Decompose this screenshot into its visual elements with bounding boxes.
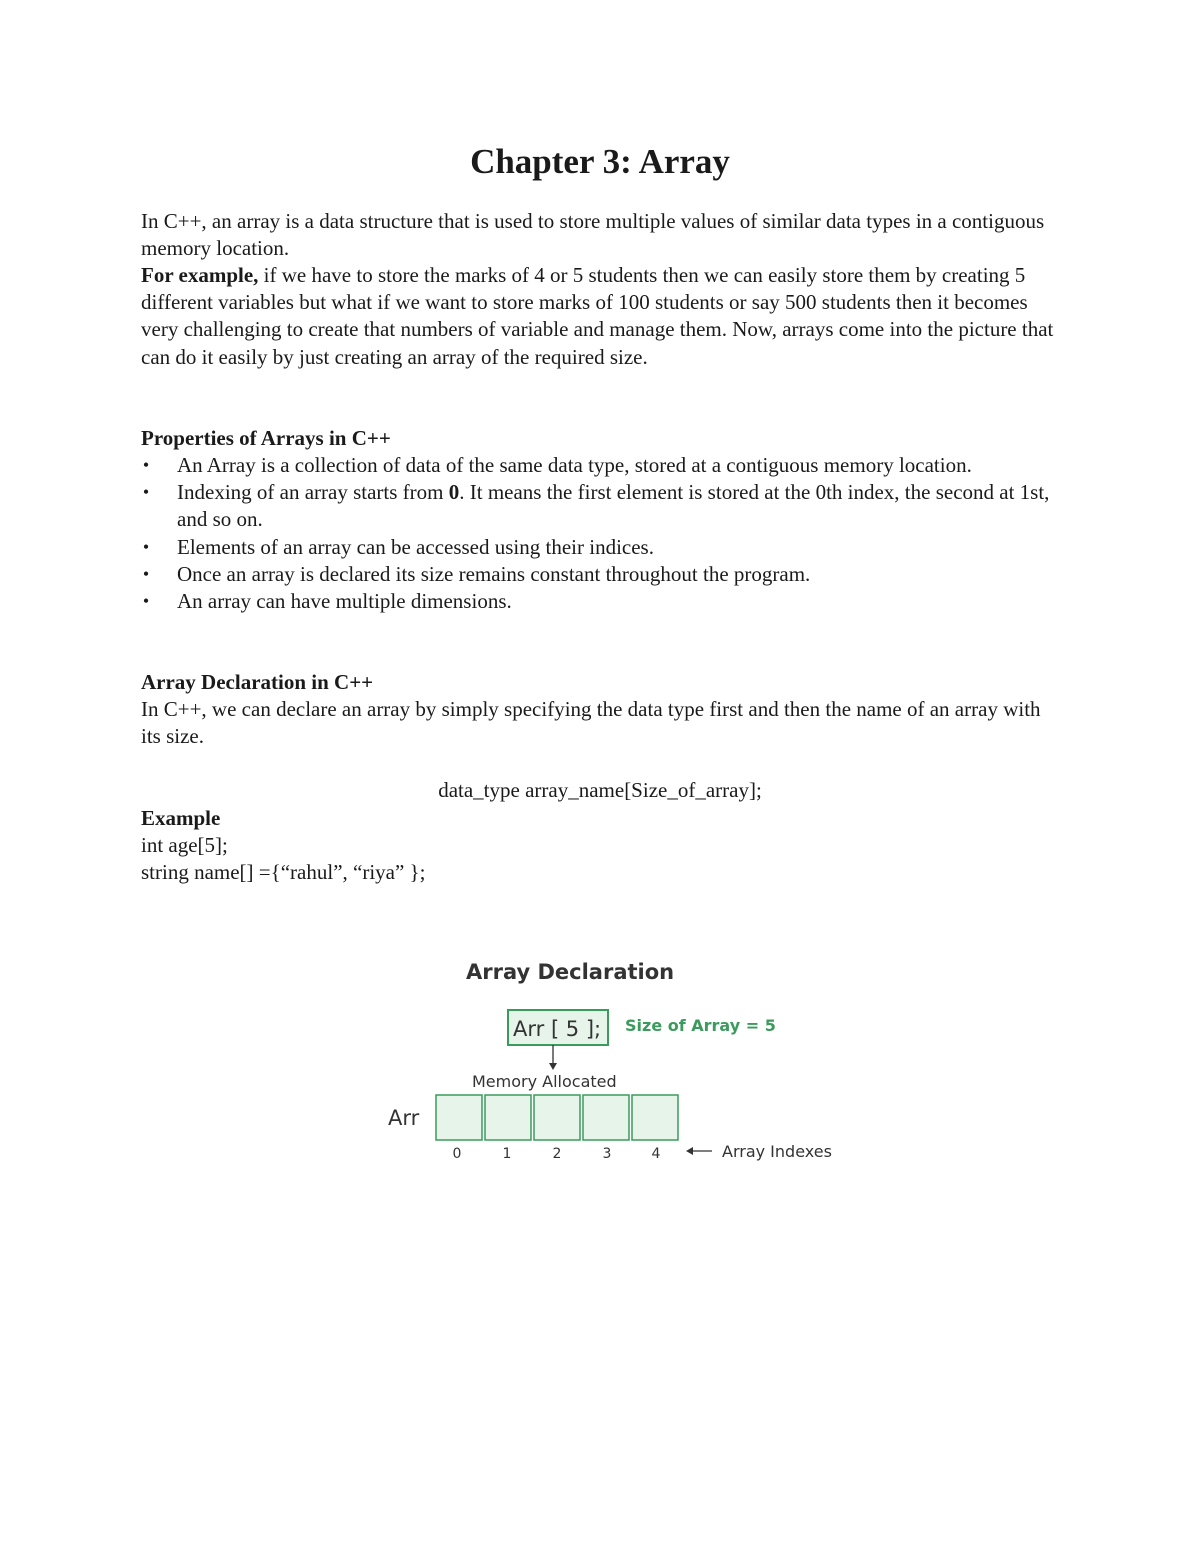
array-cell-4	[632, 1095, 678, 1140]
bullet-icon: •	[142, 455, 150, 475]
example-heading: Example	[141, 806, 221, 830]
properties-list	[141, 452, 1056, 615]
bullet-icon: •	[142, 482, 150, 503]
example-label: For example,	[141, 263, 259, 287]
array-declaration-diagram	[370, 950, 860, 1170]
array-cell-0	[436, 1095, 482, 1140]
array-cell-2	[534, 1095, 580, 1140]
array-indexes-label: Array Indexes	[722, 1142, 832, 1161]
declaration-syntax: data_type array_name[Size_of_array];	[438, 778, 762, 802]
example-code-line-2: string name[] ={“rahul”, “riya” };	[141, 860, 426, 884]
bullet-icon: •	[142, 536, 150, 557]
arrow-left-icon	[686, 1147, 693, 1155]
array-cell-1	[485, 1095, 531, 1140]
chapter-title: Chapter 3: Array	[470, 142, 730, 181]
list-item-text: An Array is a collection of data of the same data type, stored at a contiguous memory location.	[177, 453, 972, 477]
index-label: 4	[651, 1146, 661, 1162]
index-label: 3	[602, 1146, 612, 1162]
declaration-heading: Array Declaration in C++	[141, 670, 374, 694]
index-label: 1	[502, 1146, 512, 1162]
example-paragraph-text: if we have to store the marks of 4 or 5 students then we can easily store them by creating 5 different variables but what if we want to store marks of 100 students or say 500 students then it becomes very challenging to create that numbers of variable and manage them. Now, arrays come into the picture that can do it easily by just creating an array of the required size.	[141, 263, 1054, 369]
bullet-icon: •	[142, 591, 150, 612]
list-item-text-post: . It means the first element is stored at the 0th index, the second at 1st, and so on.	[177, 480, 1050, 532]
list-item	[141, 561, 1056, 588]
list-item-text: Once an array is declared its size remains constant throughout the program.	[177, 561, 811, 586]
arrow-down-icon	[549, 1063, 557, 1070]
array-cells	[436, 1095, 678, 1140]
list-item	[141, 452, 1056, 479]
index-label: 2	[552, 1146, 562, 1162]
size-of-array-label: Size of Array = 5	[625, 1016, 776, 1035]
list-item-text: An array can have multiple dimensions.	[177, 589, 512, 614]
list-item	[141, 588, 1056, 615]
declaration-box-label: Arr [ 5 ];	[513, 1017, 602, 1041]
bullet-icon: •	[142, 563, 150, 584]
index-labels	[453, 1146, 661, 1162]
memory-allocated-label: Memory Allocated	[472, 1072, 617, 1091]
index-label: 0	[452, 1146, 462, 1162]
list-item-text-pre: Indexing of an array starts from	[177, 480, 449, 505]
array-name-label: Arr	[388, 1106, 420, 1130]
properties-heading: Properties of Arrays in C++	[141, 426, 391, 450]
example-paragraph	[141, 262, 1056, 371]
list-item	[141, 534, 1056, 561]
example-code-line-1: int age[5];	[141, 833, 228, 857]
list-item-text-bold: 0	[448, 480, 460, 505]
intro-paragraph: In C++, an array is a data structure that is used to store multiple values of similar data types in a contiguous memory location.	[141, 209, 1045, 261]
array-cell-3	[583, 1095, 629, 1140]
declaration-text: In C++, we can declare an array by simply specifying the data type first and then the name of an array with its size.	[141, 697, 1041, 749]
list-item	[141, 479, 1056, 533]
diagram-title: Array Declaration	[466, 960, 675, 984]
list-item-text: Elements of an array can be accessed using their indices.	[177, 534, 654, 559]
